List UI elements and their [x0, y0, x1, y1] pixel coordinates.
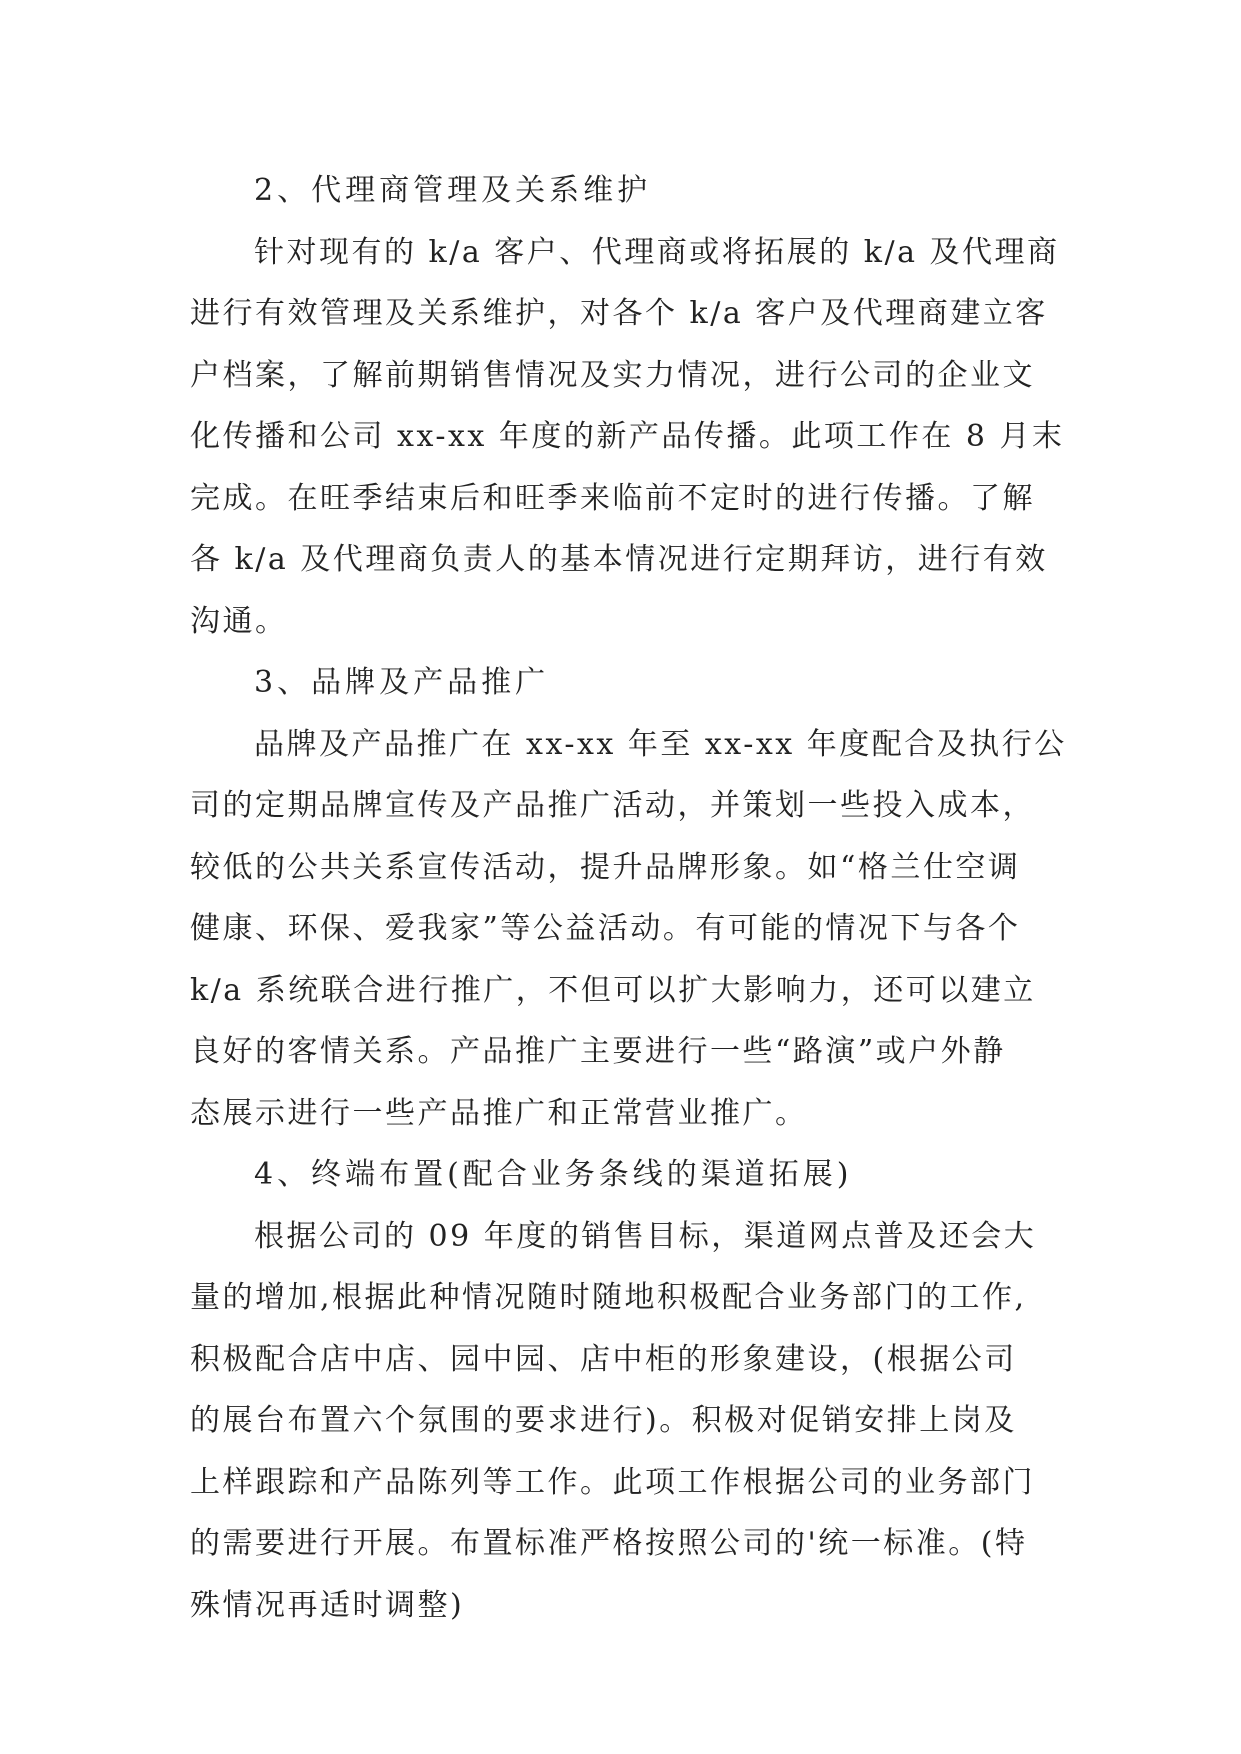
paragraph-line: 较低的公共关系宣传活动，提升品牌形象。如“格兰仕空调	[190, 849, 1021, 885]
paragraph-line: 化传播和公司 xx-xx 年度的新产品传播。此项工作在 8 月末	[190, 419, 1065, 454]
section-terminal-layout	[190, 1144, 1050, 1636]
section-agent-management	[190, 160, 1065, 652]
paragraph-line: 良好的客情关系。产品推广主要进行一些“路演”或户外静	[190, 1034, 1006, 1069]
paragraph-line: 殊情况再适时调整)	[190, 1587, 465, 1623]
section-heading: 2、代理商管理及关系维护	[254, 173, 652, 208]
paragraph-line: 品牌及产品推广在 xx-xx 年至 xx-xx 年度配合及执行公	[254, 726, 1067, 762]
paragraph-line: 进行有效管理及关系维护，对各个 k/a 客户及代理商建立客	[190, 296, 1048, 331]
paragraph-line: 的展台布置六个氛围的要求进行)。积极对促销安排上岗及	[190, 1403, 1017, 1438]
paragraph-line: 根据公司的 09 年度的销售目标，渠道网点普及还会大	[254, 1218, 1037, 1254]
paragraph-line: 态展示进行一些产品推广和正常营业推广。	[190, 1095, 808, 1131]
paragraph-line: k/a 系统联合进行推广，不但可以扩大影响力，还可以建立	[190, 972, 1036, 1008]
paragraph-line: 各 k/a 及代理商负责人的基本情况进行定期拜访，进行有效	[190, 542, 1048, 577]
paragraph-line: 积极配合店中店、园中园、店中柜的形象建设，(根据公司	[190, 1341, 1017, 1377]
document-body	[190, 160, 1067, 1636]
paragraph-line: 量的增加,根据此种情况随时随地积极配合业务部门的工作,	[190, 1280, 1027, 1315]
section-heading: 3、品牌及产品推广	[254, 665, 550, 700]
section-heading: 4、终端布置(配合业务条线的渠道拓展)	[254, 1157, 853, 1192]
paragraph-line: 完成。在旺季结束后和旺季来临前不定时的进行传播。了解	[190, 480, 1035, 516]
paragraph-line: 健康、环保、爱我家”等公益活动。有可能的情况下与各个	[190, 911, 1021, 946]
section-brand-promotion	[190, 652, 1067, 1144]
paragraph-line: 的需要进行开展。布置标准严格按照公司的'统一标准。(特	[190, 1526, 1028, 1561]
paragraph-line: 司的定期品牌宣传及产品推广活动，并策划一些投入成本，	[190, 788, 1035, 823]
paragraph-line: 户档案，了解前期销售情况及实力情况，进行公司的企业文	[190, 357, 1035, 393]
paragraph-line: 上样跟踪和产品陈列等工作。此项工作根据公司的业务部门	[190, 1464, 1035, 1500]
paragraph-line: 针对现有的 k/a 客户、代理商或将拓展的 k/a 及代理商	[254, 234, 1060, 270]
paragraph-line: 沟通。	[190, 603, 288, 639]
